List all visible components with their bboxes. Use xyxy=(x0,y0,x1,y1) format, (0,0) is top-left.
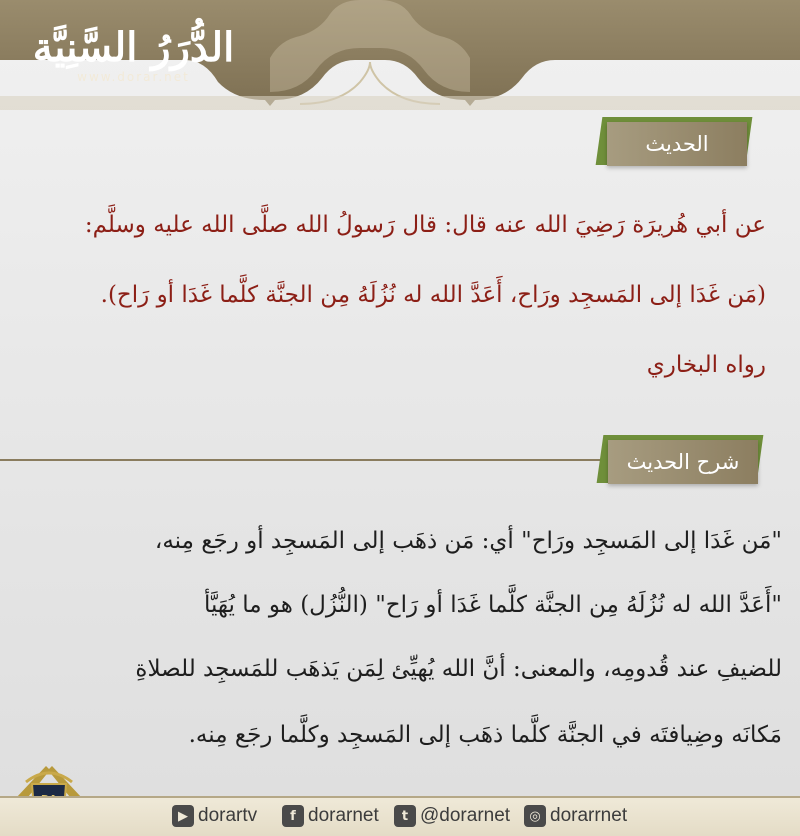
site-header xyxy=(0,0,800,110)
social-link-youtube[interactable] xyxy=(172,805,257,827)
social-link-twitter[interactable] xyxy=(394,805,510,827)
explanation-text xyxy=(20,528,782,768)
social-handle: dorartv xyxy=(198,805,258,826)
explanation-line: "أَعَدَّ الله له نُزُلَهُ مِن الجنَّة كلَّما غَدَا أو رَاح" (النُّزُل) هو ما يُهَيَّأ xyxy=(203,592,782,618)
hadith-section-title: الحديث xyxy=(607,122,747,166)
youtube-icon: ▶ xyxy=(172,805,194,827)
instagram-icon: ◎ xyxy=(524,805,546,827)
social-footer xyxy=(0,796,800,836)
hadith-source: رواه البخاري xyxy=(646,352,766,378)
hadith-line: (مَن غَدَا إلى المَسجِد ورَاح، أَعَدَّ الله له نُزُلَهُ مِن الجنَّة كلَّما غَدَا أو رَاح). xyxy=(100,282,766,308)
social-link-instagram[interactable] xyxy=(524,805,627,827)
hadith-line: عن أبي هُريرَة رَضِيَ الله عنه قال: قال رَسولُ الله صلَّى الله عليه وسلَّم: xyxy=(84,212,766,238)
explanation-line: "مَن غَدَا إلى المَسجِد ورَاح" أي: مَن ذهَب إلى المَسجِد أو رجَع مِنه، xyxy=(154,528,782,554)
hadith-section-banner xyxy=(607,122,747,166)
hadith-text xyxy=(26,212,766,392)
logo-wordmark: الدُّرَرُ السَّنِيَّة xyxy=(32,24,235,71)
twitter-icon: t xyxy=(394,805,416,827)
explanation-line: للضيفِ عند قُدومِه، والمعنى: أنَّ الله يُهيِّئ لِمَن يَذهَب للمَسجِد للصلاةِ xyxy=(135,656,782,682)
site-logo[interactable] xyxy=(26,26,241,84)
facebook-icon: f xyxy=(282,805,304,827)
section-divider xyxy=(0,459,610,461)
social-handle: dorarrnet xyxy=(550,805,628,826)
social-handle: dorarnet xyxy=(308,805,379,826)
logo-url: www.dorar.net xyxy=(77,70,190,84)
explanation-section-title: شرح الحديث xyxy=(608,440,758,484)
explanation-line: مَكانَه وضِيافتَه في الجنَّة كلَّما ذهَب إلى المَسجِد وكلَّما رجَع مِنه. xyxy=(188,722,782,748)
social-link-facebook[interactable] xyxy=(282,805,379,827)
explanation-section-banner xyxy=(608,440,758,484)
social-handle: @dorarnet xyxy=(420,805,511,826)
